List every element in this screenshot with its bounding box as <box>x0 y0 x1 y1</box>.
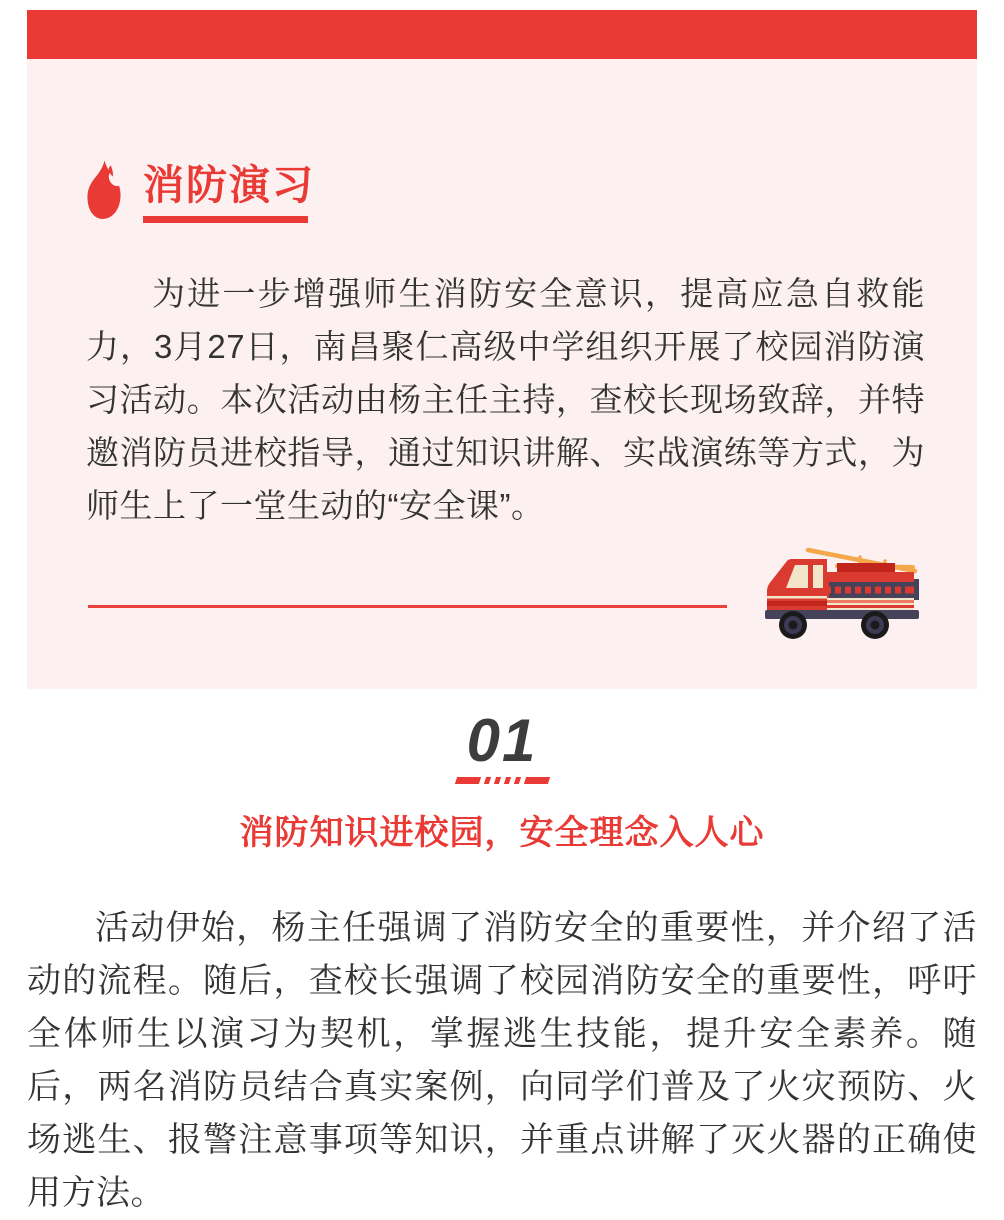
body-paragraph: 活动伊始，杨主任强调了消防安全的重要性，并介绍了活动的流程。随后，查校长强调了校园消防安全的重要性，呼吁全体师生以演习为契机，掌握逃生技能，提升安全素养。随后，两名消防员结合真实案例，向同学们普及了火灾预防、火场逃生、报警注意事项等知识，并重点讲解了灭火器的正确使用方法。 <box>27 909 977 1213</box>
divider-line <box>88 605 727 608</box>
section-title: 消防演习 <box>143 162 315 208</box>
section-number: 01 <box>466 707 538 774</box>
hero-panel <box>27 59 977 689</box>
number-underline <box>454 777 549 784</box>
title-underline <box>143 216 308 223</box>
section-01 <box>27 707 977 1220</box>
section-heading: 消防知识进校园，安全理念入人心 <box>239 814 765 852</box>
flame-icon <box>85 159 123 221</box>
article-column <box>27 10 977 1220</box>
top-red-bar <box>27 10 977 59</box>
intro-paragraph: 为进一步增强师生消防安全意识，提高应急自救能力，3月27日，南昌聚仁高级中学组织开展了校园消防演习活动。本次活动由杨主任主持，查校长现场致辞，并特邀消防员进校指导，通过知识讲解、实战演练等方式，为师生上了一堂生动的“安全课”。 <box>86 275 925 524</box>
title-block <box>143 155 315 223</box>
hero-title-row <box>27 59 977 223</box>
fire-truck-illustration <box>764 546 924 641</box>
